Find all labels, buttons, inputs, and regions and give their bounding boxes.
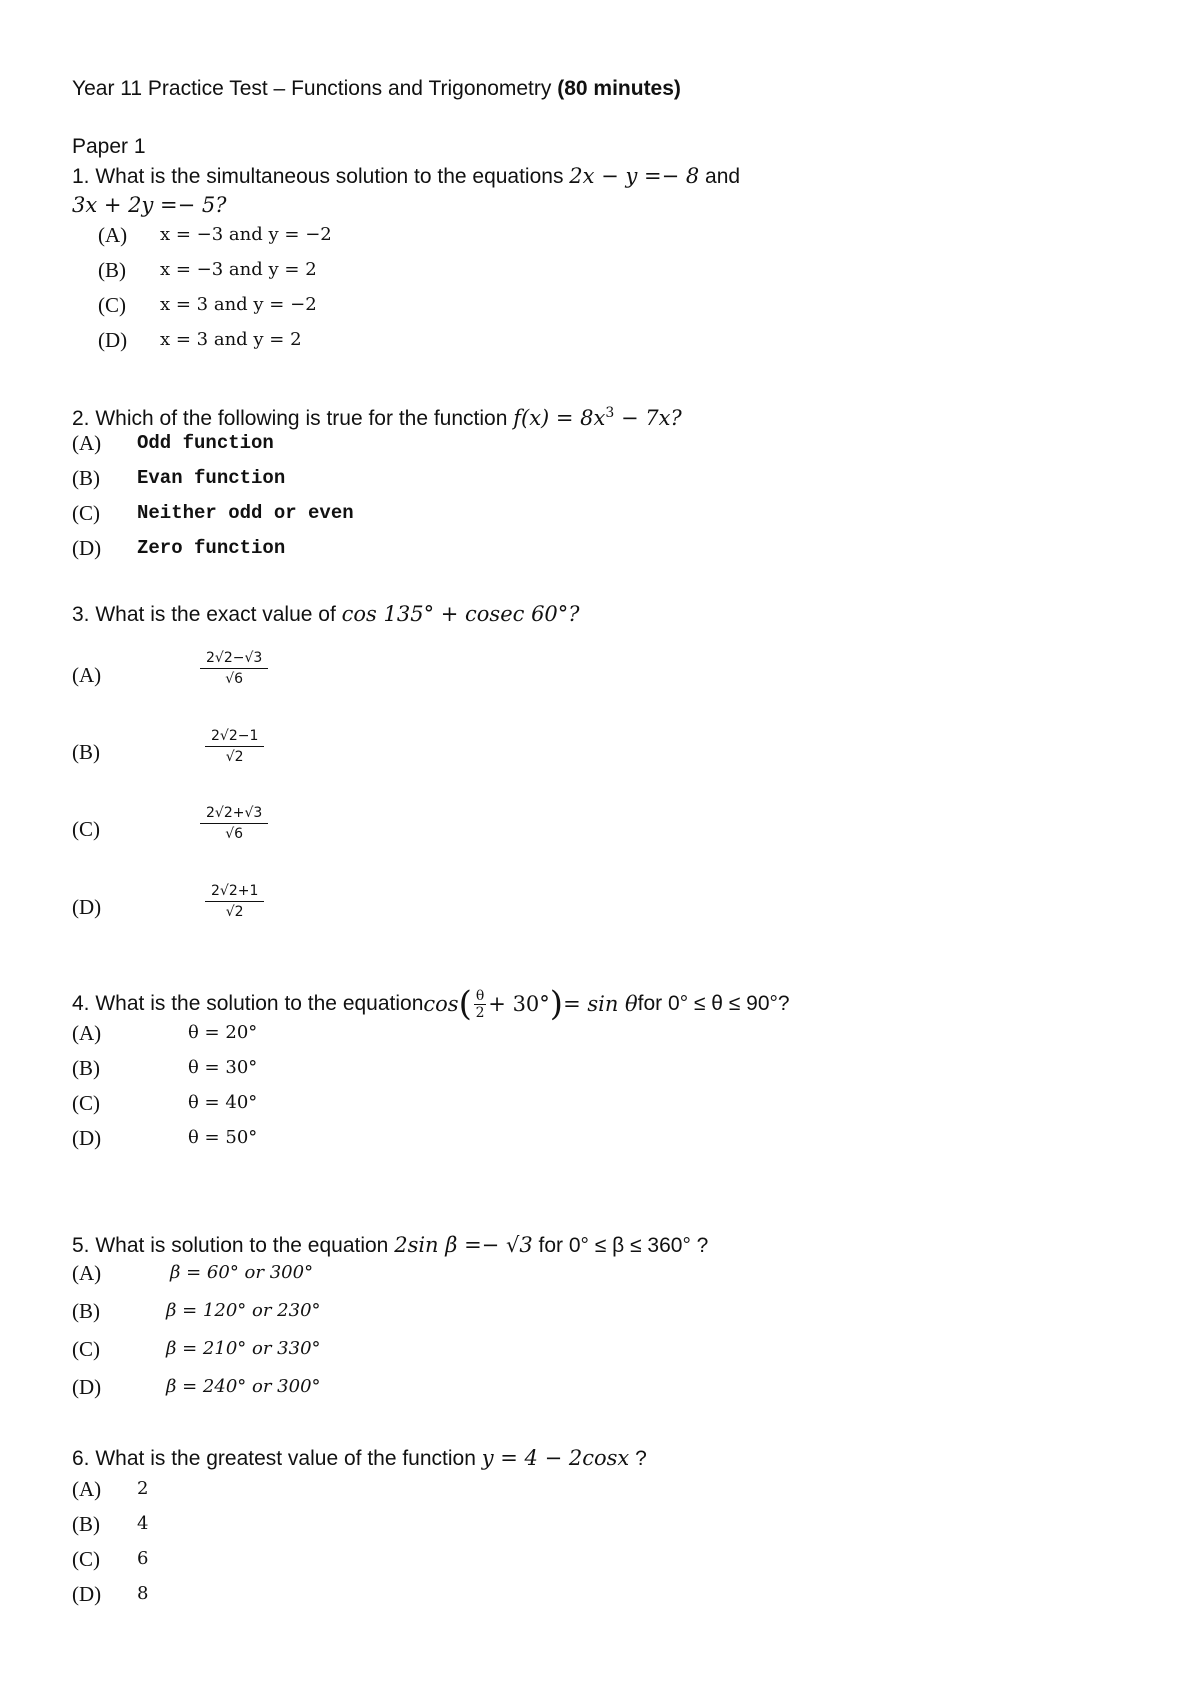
q5-option-d-label[interactable]: (D) [72,1375,102,1399]
q3-option-b[interactable] [205,727,264,766]
q2-option-a-label[interactable]: (A) [72,431,102,455]
q5-option-a[interactable]: β = 60° or 300° [170,1262,314,1283]
q3-option-a-label[interactable]: (A) [72,663,102,687]
q5-option-c-label[interactable]: (C) [72,1337,100,1361]
q6-option-d[interactable]: 8 [137,1583,149,1604]
q3-option-c-label[interactable]: (C) [72,817,100,841]
q5-text: 5. What is solution to the equation [72,1234,395,1257]
q6-option-a[interactable]: 2 [137,1478,149,1499]
q3-option-b-numerator: 2√2−1 [205,727,264,747]
q2-option-b-label[interactable]: (B) [72,466,100,490]
q2-exponent: 3 [605,405,615,421]
q1-eq2: 3x + 2y =− 5? [72,193,227,217]
q2-option-b[interactable]: Evan function [137,467,286,489]
q5-option-b[interactable]: β = 120° or 230° [166,1300,321,1321]
q4-fraction [474,988,486,1021]
q4-option-b-label[interactable]: (B) [72,1056,100,1080]
q5-option-a-label[interactable]: (A) [72,1261,102,1285]
q6-option-b[interactable]: 4 [137,1513,149,1534]
question-4 [72,982,790,1026]
q3-option-a[interactable] [200,649,268,688]
q6-func: y = 4 − 2cosx [481,1446,630,1470]
q1-text: 1. What is the simultaneous solution to the equations [72,165,570,188]
question-3 [72,601,580,628]
q3-option-d-denominator: √2 [225,904,244,920]
title-text: Year 11 Practice Test – Functions and Trigonometry [72,77,558,100]
page-title [72,76,681,102]
title-duration: (80 minutes) [557,77,681,100]
q4-inner: + 30° [488,992,550,1016]
q2-option-c-label[interactable]: (C) [72,501,100,525]
q3-text: 3. What is the exact value of [72,603,342,626]
question-6 [72,1445,647,1472]
q3-option-c-denominator: √6 [225,826,244,842]
q5-condition: for 0° ≤ β ≤ 360° ? [532,1234,709,1257]
q5-option-d[interactable]: β = 240° or 300° [166,1376,321,1397]
q4-rest: = sin θ [563,992,638,1016]
q1-option-d[interactable]: x = 3 and y = 2 [160,329,302,350]
q5-option-b-label[interactable]: (B) [72,1299,100,1323]
q3-expr: cos 135° + cosec 60°? [341,602,580,626]
q3-option-d[interactable] [205,882,264,921]
q2-option-d[interactable]: Zero function [137,537,286,559]
q3-option-a-numerator: 2√2−√3 [200,649,268,669]
question-1-line-1 [72,163,740,190]
question-5 [72,1232,708,1259]
q3-option-d-label[interactable]: (D) [72,895,102,919]
q6-option-c-label[interactable]: (C) [72,1547,100,1571]
question-2 [72,400,682,432]
q4-option-b[interactable]: θ = 30° [188,1057,258,1078]
paper-heading: Paper 1 [72,135,146,158]
q4-condition: for 0° ≤ θ ≤ 90°? [637,992,790,1015]
q2-option-c[interactable]: Neither odd or even [137,502,354,524]
q4-text: 4. What is the solution to the equation [72,992,424,1015]
q6-option-c[interactable]: 6 [137,1548,149,1569]
q2-func: f(x) = 8x [513,406,606,430]
q4-option-d-label[interactable]: (D) [72,1126,102,1150]
q4-option-c[interactable]: θ = 40° [188,1092,258,1113]
q3-option-b-denominator: √2 [225,749,244,765]
q3-option-b-label[interactable]: (B) [72,740,100,764]
q2-text: 2. Which of the following is true for the function [72,407,514,430]
q4-cos: cos [423,992,459,1016]
q1-option-d-label[interactable]: (D) [98,328,128,352]
q1-option-a[interactable]: x = −3 and y = −2 [160,224,332,245]
q5-option-c[interactable]: β = 210° or 330° [166,1338,321,1359]
q3-option-d-numerator: 2√2+1 [205,882,264,902]
q4-right-paren: ) [549,984,564,1024]
q4-option-d[interactable]: θ = 50° [188,1127,258,1148]
q4-frac-num: θ [475,987,485,1004]
q6-option-d-label[interactable]: (D) [72,1582,102,1606]
q6-option-b-label[interactable]: (B) [72,1512,100,1536]
q3-option-c-numerator: 2√2+√3 [200,804,268,824]
q1-option-a-label[interactable]: (A) [98,223,128,247]
q6-text: 6. What is the greatest value of the function [72,1447,482,1470]
q4-option-a[interactable]: θ = 20° [188,1022,258,1043]
q3-option-c[interactable] [200,804,268,843]
q1-option-b-label[interactable]: (B) [98,258,126,282]
q1-option-c-label[interactable]: (C) [98,293,126,317]
q6-option-a-label[interactable]: (A) [72,1477,102,1501]
q4-option-c-label[interactable]: (C) [72,1091,100,1115]
q4-left-paren: ( [458,984,472,1024]
q2-rest: − 7x? [614,406,682,430]
q6-end: ? [629,1447,647,1470]
q3-option-a-denominator: √6 [225,671,244,687]
q2-option-a[interactable]: Odd function [137,432,274,454]
q4-option-a-label[interactable]: (A) [72,1021,102,1045]
q5-eq: 2sin β =− √3 [394,1233,533,1257]
q1-option-c[interactable]: x = 3 and y = −2 [160,294,317,315]
q4-frac-den: 2 [475,1004,485,1021]
q1-eq1: 2x − y =− 8 [569,164,700,188]
q2-option-d-label[interactable]: (D) [72,536,102,560]
q1-option-b[interactable]: x = −3 and y = 2 [160,259,317,280]
q1-and: and [699,165,741,188]
